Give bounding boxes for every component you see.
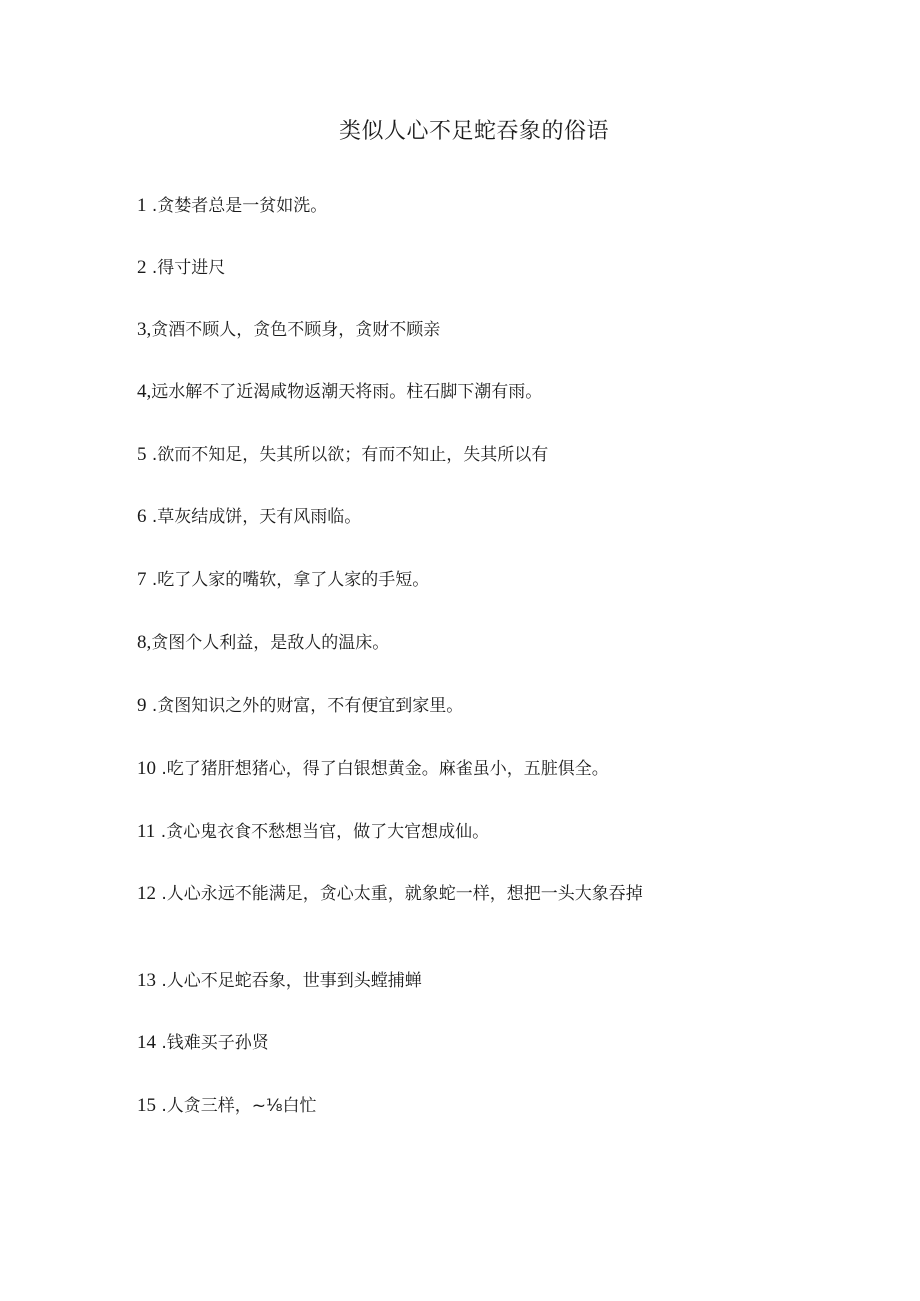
item-number: 12: [137, 883, 156, 904]
list-item: [137, 255, 225, 281]
list-item: [137, 630, 389, 656]
item-number: 2: [137, 257, 147, 278]
item-text: .贪婪者总是一贫如洗。: [146, 196, 328, 216]
document-title: 类似人心不足蛇吞象的俗语: [338, 119, 609, 144]
item-number: 13: [137, 970, 156, 991]
item-number: 9: [137, 695, 147, 716]
item-text: .人心永远不能满足，贪心太重，就象蛇一样，想把一头大象吞掉: [156, 884, 643, 904]
item-text: .贪图知识之外的财富，不有便宜到家里。: [146, 696, 464, 716]
list-item: [137, 1030, 269, 1056]
list-item: [137, 881, 685, 907]
item-number: 6: [137, 506, 147, 527]
list-item: [137, 504, 361, 530]
item-number: 8,: [137, 632, 152, 653]
list-item: [137, 968, 422, 994]
item-number: 3,: [137, 319, 152, 340]
list-item: [137, 379, 542, 405]
item-text: .人心不足蛇吞象，世事到头螳捕蝉: [156, 971, 422, 991]
item-text: .贪心鬼衣食不愁想当官，做了大官想成仙。: [155, 822, 490, 842]
item-text: 远水解不了近渴咸物返潮天将雨。柱石脚下潮有雨。: [151, 382, 543, 402]
item-number: 4,: [137, 381, 152, 402]
list-item: [137, 317, 440, 343]
list-item: [137, 1093, 317, 1119]
item-number: 1: [137, 195, 147, 216]
item-text: .欲而不知足，失其所以欲；有而不知止，失其所以有: [146, 445, 549, 465]
item-text: .草灰结成饼，天有风雨临。: [146, 507, 362, 527]
list-item: [137, 819, 489, 845]
item-text: .得寸进尺: [146, 258, 226, 278]
item-text: .吃了猪肝想猪心，得了白银想黄金。麻雀虽小，五脏俱全。: [156, 759, 609, 779]
item-text: 贪酒不顾人，贪色不顾身，贪财不顾亲: [151, 320, 441, 340]
item-number: 5: [137, 444, 147, 465]
list-item: [137, 693, 463, 719]
list-item: [137, 193, 327, 219]
item-number: 7: [137, 569, 147, 590]
item-number: 10: [137, 758, 156, 779]
item-number: 15: [137, 1095, 156, 1116]
item-text: .人贪三样，~⅛白忙: [156, 1096, 317, 1116]
list-item: [137, 442, 548, 468]
item-number: 14: [137, 1032, 156, 1053]
list-item: [137, 567, 429, 593]
item-text: .钱难买子孙贤: [156, 1033, 269, 1053]
item-number: 11: [137, 821, 156, 842]
item-text: 贪图个人利益，是敌人的温床。: [151, 633, 390, 653]
item-text: .吃了人家的嘴软，拿了人家的手短。: [146, 570, 430, 590]
list-item: [137, 756, 609, 782]
